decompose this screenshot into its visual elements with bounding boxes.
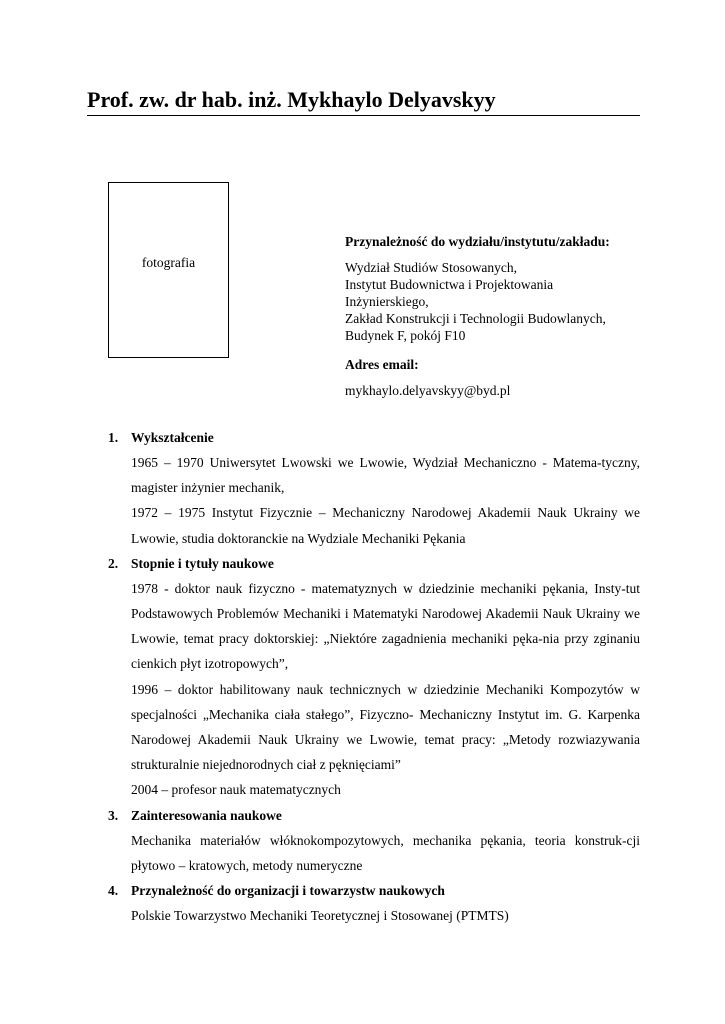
section-paragraph: 1978 - doktor nauk fizyczno - matematyznych w dziedzinie mechaniki pękania, Insty-tut Podstawowych Problemów Mechaniki i Matematyki Narodowej Akademii Nauk Ukrainy we Lwowie, temat pracy doktorskiej: „Niektóre zagadnienia mechaniki pęka-nia przy zginaniu cienkich płyt izotropowych”, xyxy=(131,580,640,672)
section-paragraph: 1965 – 1970 Uniwersytet Lwowski we Lwowie, Wydział Mechaniczno - Matema-tyczny, magister inżynier mechanik, xyxy=(131,455,640,496)
section-interests xyxy=(108,803,640,878)
page-title: Prof. zw. dr hab. inż. Mykhaylo Delyavskyy xyxy=(87,87,496,112)
section-number: 1. xyxy=(108,430,119,445)
title-underline xyxy=(87,115,640,116)
affiliation-block xyxy=(345,233,645,399)
section-memberships xyxy=(108,878,640,928)
section-paragraph: 2004 – profesor nauk matematycznych xyxy=(131,782,341,798)
affiliation-heading: Przynależność do wydziału/instytutu/zakładu: xyxy=(345,234,610,249)
section-number: 2. xyxy=(108,555,119,571)
section-heading: Przynależność do organizacji i towarzystw naukowych xyxy=(131,883,445,899)
section-education xyxy=(108,425,640,551)
section-heading: Zainteresowania naukowe xyxy=(131,807,282,823)
section-heading: Wykształcenie xyxy=(131,430,214,445)
section-paragraph: 1972 – 1975 Instytut Fizycznie – Mechaniczny Narodowej Akademii Nauk Ukrainy we Lwowie, studia doktoranckie na Wydziale Mechaniki Pękania xyxy=(131,505,640,546)
section-paragraph: Mechanika materiałów włóknokompozytowych, mechanika pękania, teoria konstruk-cji płytowo – kratowych, metody numeryczne xyxy=(131,832,640,873)
section-number: 4. xyxy=(108,883,119,899)
affiliation-line: Instytut Budownictwa i Projektowania xyxy=(345,277,554,292)
section-paragraph: Polskie Towarzystwo Mechaniki Teoretycznej i Stosowanej (PTMTS) xyxy=(131,908,509,924)
email-address[interactable]: mykhaylo.delyavskyy@byd.pl xyxy=(345,383,511,398)
section-paragraph: 1996 – doktor habilitowany nauk technicznych w dziedzinie Mechaniki Kompozytów w specjalności „Mechanika ciała stałego”, Fizyczno- Mechaniczny Instytut im. G. Karpenka Narodowej Akademii Nauk Ukrainy we Lwowie, temat pracy: „Metody rozwiazywania strukturalnie niejednorodnych ciał z pęknięciami” xyxy=(131,681,640,773)
photo-label: fotografia xyxy=(141,255,196,270)
email-heading: Adres email: xyxy=(345,357,419,372)
section-number: 3. xyxy=(108,807,119,823)
affiliation-line: Inżynierskiego, xyxy=(345,294,429,309)
affiliation-line: Zakład Konstrukcji i Technologii Budowlanych, xyxy=(345,311,606,326)
section-heading: Stopnie i tytuły naukowe xyxy=(131,555,274,571)
affiliation-line: Wydział Studiów Stosowanych, xyxy=(345,260,518,275)
photo-placeholder xyxy=(108,182,229,358)
cv-sections xyxy=(108,425,640,928)
affiliation-line: Budynek F, pokój F10 xyxy=(345,328,466,343)
section-degrees xyxy=(108,551,640,803)
